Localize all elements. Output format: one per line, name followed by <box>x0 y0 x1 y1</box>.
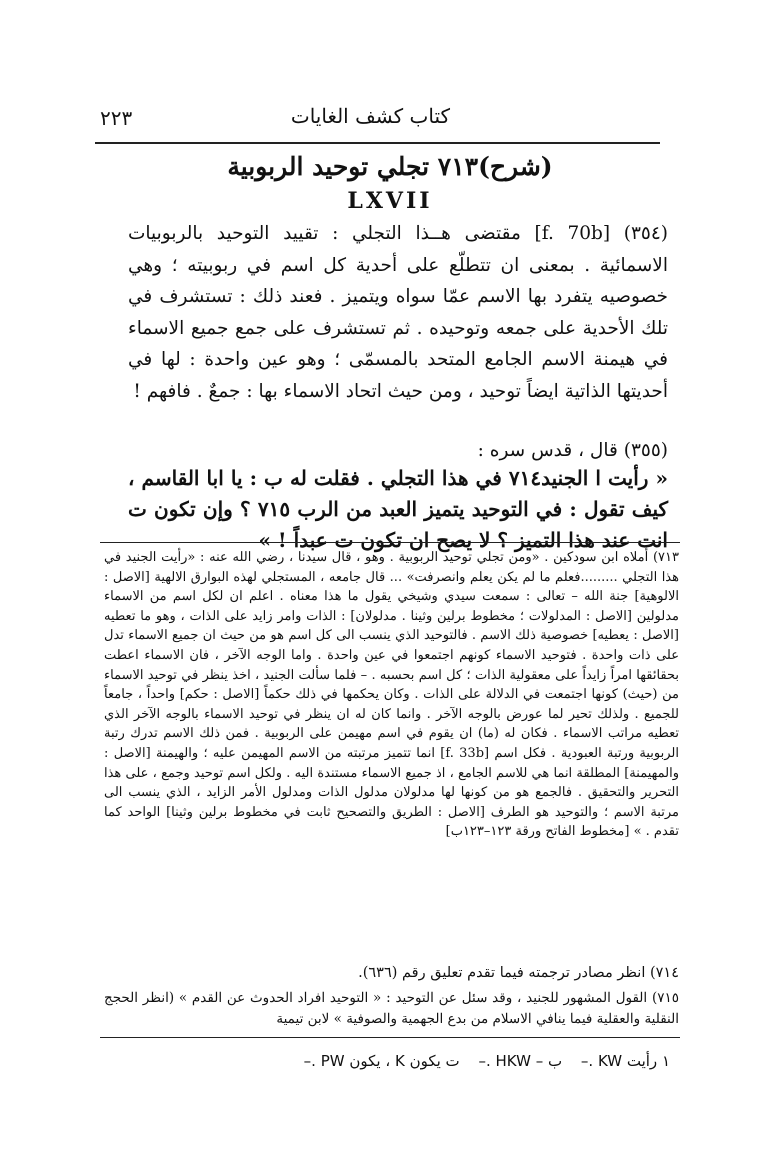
footnotes-rule <box>100 542 680 543</box>
header-rule <box>95 142 660 144</box>
apparatus-entry: ب – HKW .– <box>478 1052 563 1070</box>
footnote-713: ٧١٣) أملاه ابن سودكين . «ومن تجلي توحيد الربوبية . وهو ، قال سيدنا ، رضي الله عنه : «رأيت الجنيد في هذا التجلي .........فعلم ما لم يكن يعلم وانصرفت» ... قال جامعه ، المستجلي لهذه البوارق الالهية [الاصل : الالوهية] جنة الله – تعالى : سمعت سيدي وشيخي يقول ما هذا معناه . اعلم ان لكل اسم من الاسماء مدلولين [الاصل : المدلولات ؛ مخطوط برلين وثينا . مدلولان] : الذات وامر زايد على الذات ، وهو ما تعطيه [الاصل : يعطيه] خصوصية ذلك الاسم . فالتوحيد الذي ينسب الى كل اسم هو من حيث ان جميع الاسماء تدل على ذات واحدة . فتوحيد الاسماء كونهم اجتمعوا في عين واحدة . واما الوجه الآخر ، فان الاسماء اعطت بحقائقها امراً زايداً على معقولية الذات ؛ كل اسم بحسبه . – فلما سألت الجنيد ، اخذ ينظر في توحيد الاسماء من (حيث) كونها اجتمعت في الدلالة على الذات . وكان يحكمها في ذلك حكماً [الاصل : حكم] واحداً ، جامعاً للجميع . ولذلك تحير لما عورض بالوجه الآخر . وانما كان له ان ينظر في توحيد الاسماء بالوجه الآخر الذي تعطيه مراتب الاسماء . فكان له (ما) ان يقوم في اسم مهيمن على الربوبية . فمن ذلك الاسم تدرك رتبة الربوبية ورتبة العبودية . فكل اسم [f. 33b] انما تتميز مرتبته من الاسم المهيمن عليه ؛ والهيمنة [الاصل : والمهيمنة] المطلقة انما هي للاسم الجامع ، اذ جميع الاسماء مستندة اليه . ولكل اسم توحيد وجمع ، على هذا التحرير والتحقيق . فالجمع هو من كونها لها مدلولان مدلول الذات ومدلول الأمر الزايد ، الذي ينسب الى مرتبة الاسم ؛ والتوحيد هو الطرف [الاصل : الطريق والتصحيح ثابت في مخطوط برلين وثينا] الواحد كما تقدم . » [مخطوط الفاتح ورقة ١٢٣–١٢٣ب] <box>104 550 679 840</box>
page-number: ٢٢٣ <box>100 106 133 130</box>
page-header <box>100 100 660 136</box>
chapter-roman-numeral: LXVII <box>347 188 433 214</box>
apparatus-rule <box>100 1037 680 1038</box>
apparatus-entry: ت يكون K ، يكون PW .– <box>303 1052 460 1070</box>
chapter-title: (شرح)٧١٣ تجلي توحيد الربوبية <box>227 152 553 181</box>
footnote-715: ٧١٥) القول المشهور للجنيد ، وقد سئل عن التوحيد : « التوحيد افراد الحدوث عن القدم » (انظر الحجج النقلية والعقلية فيما ينافي الاسلام من بدع الجهمية والصوفية » لابن تيمية <box>104 990 679 1027</box>
paragraph-354: (٣٥٤) [f. 70b] مقتضى هــذا التجلي : تقييد التوحيد بالربوبيات الاسمائية . بمعنى ان تتطلّع على أحدية كل اسم في ربوبيته ؛ وهي خصوصيه يتفرد بها الاسم عمّا سواه ويتميز . فعند ذلك : تستشرف في تلك الأحدية على جمعه وتوحيده . ثم تستشرف على جمع جميع الاسماء في هيمنة الاسم الجامع المتحد بالمسمّى ؛ وهو عين واحدة : لها في أحديتها الذاتية ايضاً توحيد ، ومن حيث اتحاد الاسماء بها : جمعٌ . فافهم ! <box>128 223 668 402</box>
paragraph-355-quote: « رأيت ا الجنيد٧١٤ في هذا التجلي . فقلت له ب : يا ابا القاسم ، كيف تقول : في التوحيد يتميز العبد من الرب ٧١٥ ؟ وإن تكون ت انت عند هذا التميز ؟ لا يصح ان تكون ت عبداً ! » <box>128 466 669 552</box>
footnote-714: ٧١٤) انظر مصادر ترجمته فيما تقدم تعليق رقم (٦٣٦). <box>358 965 679 981</box>
paragraph-355-intro: (٣٥٥) قال ، قدس سره : <box>477 440 668 461</box>
apparatus-entry: ١ رأيت KW .– <box>580 1052 670 1070</box>
running-head: كتاب كشف الغايات <box>290 104 450 128</box>
critical-apparatus <box>150 1052 670 1070</box>
